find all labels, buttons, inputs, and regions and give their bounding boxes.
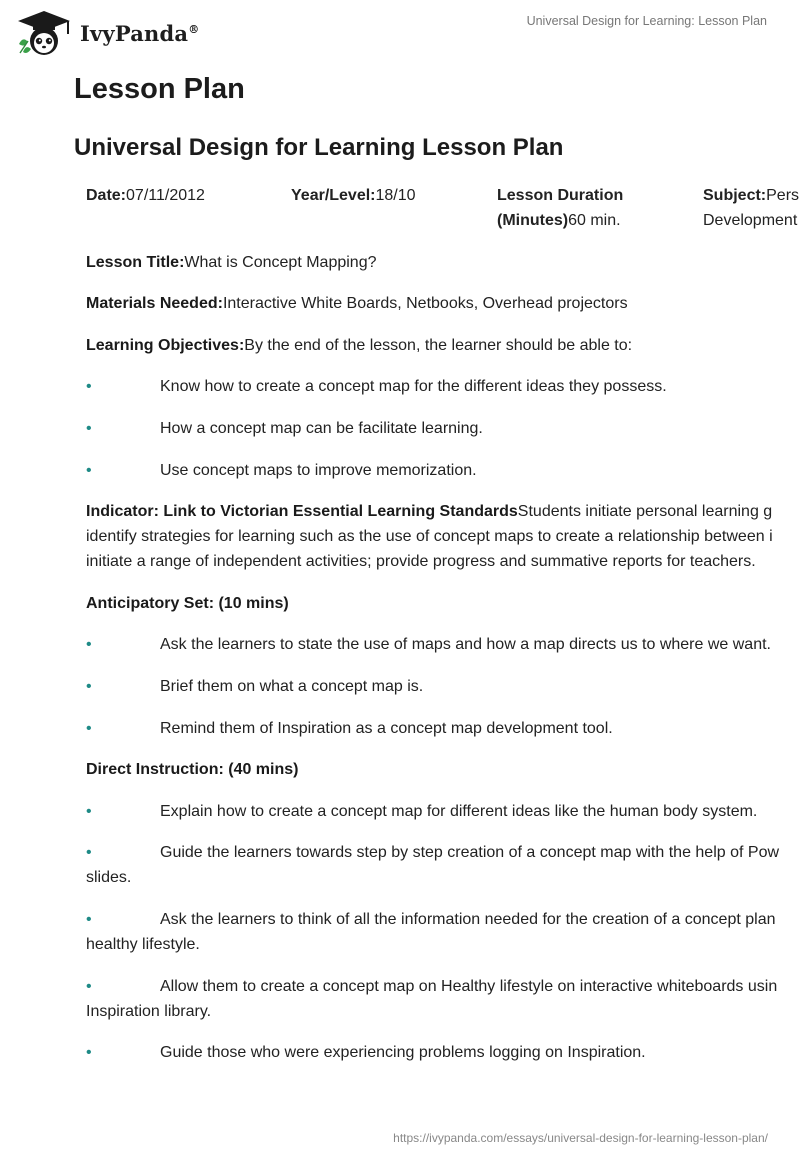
bullet-icon: •: [86, 803, 92, 820]
bullet-icon: •: [86, 911, 92, 928]
document-title: Universal Design for Learning: Lesson Plan: [526, 14, 767, 28]
direct-instruction-heading: Direct Instruction: (40 mins): [86, 761, 299, 778]
bullet-icon: •: [86, 462, 92, 479]
bullet-icon: •: [86, 720, 92, 737]
ivypanda-logo[interactable]: [14, 8, 199, 58]
bullet-icon: •: [86, 420, 92, 437]
list-item-continuation: healthy lifestyle.: [86, 936, 200, 953]
list-item-continuation: slides.: [86, 869, 132, 886]
page-header: [0, 0, 800, 62]
lesson-title-line: Lesson Title:What is Concept Mapping?: [86, 254, 377, 271]
date-field: Date:07/11/2012: [86, 187, 205, 204]
subject-field: Subject:Pers Development: [703, 187, 800, 229]
indicator-line: Indicator: Link to Victorian Essential Learning StandardsStudents initiate personal learning g: [86, 503, 773, 520]
indicator-line: initiate a range of independent activities; provide progress and summative reports for teachers.: [86, 553, 756, 570]
anticipatory-set-heading: Anticipatory Set: (10 mins): [86, 595, 289, 612]
logo-wordmark: IvyPanda®: [80, 20, 200, 46]
bullet-icon: •: [86, 1044, 92, 1061]
list-item-continuation: Inspiration library.: [86, 1003, 212, 1020]
indicator-line: identify strategies for learning such as the use of concept maps to create a relationship between i: [86, 528, 773, 545]
page-subtitle: Universal Design for Learning Lesson Plan: [74, 134, 564, 161]
materials-line: Materials Needed:Interactive White Boards, Netbooks, Overhead projectors: [86, 295, 628, 312]
year-level-field: Year/Level:18/10: [291, 187, 416, 204]
bullet-icon: •: [86, 978, 92, 995]
lesson-duration-field: Lesson Duration (Minutes)60 min.: [497, 187, 624, 229]
bullet-icon: •: [86, 844, 92, 861]
source-url-link[interactable]: https://ivypanda.com/essays/universal-design-for-learning-lesson-plan/: [393, 1131, 768, 1145]
bullet-icon: •: [86, 678, 92, 695]
learning-objectives-line: Learning Objectives:By the end of the lesson, the learner should be able to:: [86, 337, 633, 354]
bullet-icon: •: [86, 378, 92, 395]
bullet-icon: •: [86, 636, 92, 653]
panda-graduation-icon: [14, 8, 74, 58]
page-title: Lesson Plan: [74, 73, 245, 105]
